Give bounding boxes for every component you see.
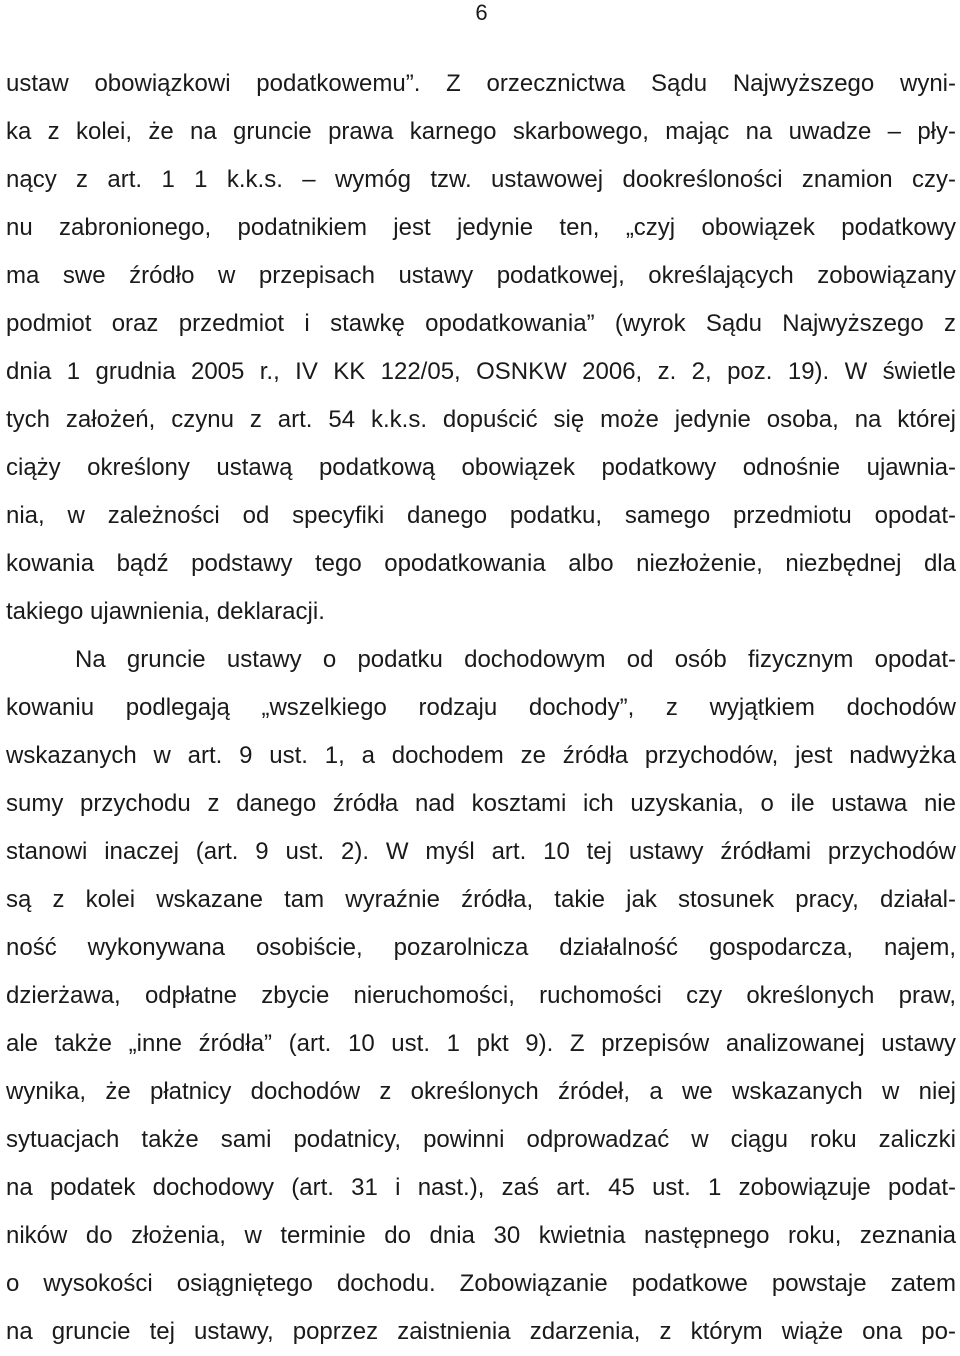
- text-line: ma swe źródło w przepisach ustawy podatkowej, określających zobowiązany: [6, 262, 956, 289]
- paragraph-2: [6, 636, 956, 1356]
- text-line: o wysokości osiągniętego dochodu. Zobowiązanie podatkowe powstaje zatem: [6, 1270, 956, 1297]
- text-line: Na gruncie ustawy o podatku dochodowym od osób fizycznym opodat-: [75, 646, 956, 673]
- text-line: nący z art. 1 1 k.k.s. – wymóg tzw. ustawowej dookreśloności znamion czy-: [6, 166, 956, 193]
- text-line: nu zabronionego, podatnikiem jest jedynie ten, „czyj obowiązek podatkowy: [6, 214, 956, 241]
- paragraph-1: [6, 60, 956, 636]
- text-line: stanowi inaczej (art. 9 ust. 2). W myśl art. 10 tej ustawy źródłami przychodów: [6, 838, 956, 865]
- text-line: sytuacjach także sami podatnicy, powinni odprowadzać w ciągu roku zaliczki: [6, 1126, 956, 1153]
- text-line: ustaw obowiązkowi podatkowemu”. Z orzecznictwa Sądu Najwyższego wyni-: [6, 70, 956, 97]
- text-line: ale także „inne źródła” (art. 10 ust. 1 pkt 9). Z przepisów analizowanej ustawy: [6, 1030, 956, 1057]
- text-line: sumy przychodu z danego źródła nad kosztami ich uzyskania, o ile ustawa nie: [6, 790, 956, 817]
- text-line: dnia 1 grudnia 2005 r., IV KK 122/05, OSNKW 2006, z. 2, poz. 19). W świetle: [6, 358, 956, 385]
- text-line: podmiot oraz przedmiot i stawkę opodatkowania” (wyrok Sądu Najwyższego z: [6, 310, 956, 337]
- text-line: są z kolei wskazane tam wyraźnie źródła, takie jak stosunek pracy, działal-: [6, 886, 956, 913]
- text-line: wynika, że płatnicy dochodów z określonych źródeł, a we wskazanych w niej: [6, 1078, 956, 1105]
- text-line: dzierżawa, odpłatne zbycie nieruchomości, ruchomości czy określonych praw,: [6, 982, 956, 1009]
- text-line: na gruncie tej ustawy, poprzez zaistnienia zdarzenia, z którym wiąże ona po-: [6, 1318, 956, 1345]
- text-line: kowaniu podlegają „wszelkiego rodzaju dochody”, z wyjątkiem dochodów: [6, 694, 956, 721]
- text-line: ników do złożenia, w terminie do dnia 30 kwietnia następnego roku, zeznania: [6, 1222, 956, 1249]
- document-body: [6, 60, 956, 1356]
- text-line: takiego ujawnienia, deklaracji.: [6, 598, 325, 625]
- text-line: ciąży określony ustawą podatkową obowiązek podatkowy odnośnie ujawnia-: [6, 454, 956, 481]
- text-line: kowania bądź podstawy tego opodatkowania albo niezłożenie, niezbędnej dla: [6, 550, 956, 577]
- text-line: nia, w zależności od specyfiki danego podatku, samego przedmiotu opodat-: [6, 502, 956, 529]
- text-line: tych założeń, czynu z art. 54 k.k.s. dopuścić się może jedynie osoba, na której: [6, 406, 956, 433]
- text-line: ka z kolei, że na gruncie prawa karnego skarbowego, mając na uwadze – pły-: [6, 118, 956, 145]
- page-number: 6: [475, 0, 488, 25]
- text-line: wskazanych w art. 9 ust. 1, a dochodem ze źródła przychodów, jest nadwyżka: [6, 742, 956, 769]
- text-line: ność wykonywana osobiście, pozarolnicza działalność gospodarcza, najem,: [6, 934, 956, 961]
- text-line: na podatek dochodowy (art. 31 i nast.), zaś art. 45 ust. 1 zobowiązuje podat-: [6, 1174, 956, 1201]
